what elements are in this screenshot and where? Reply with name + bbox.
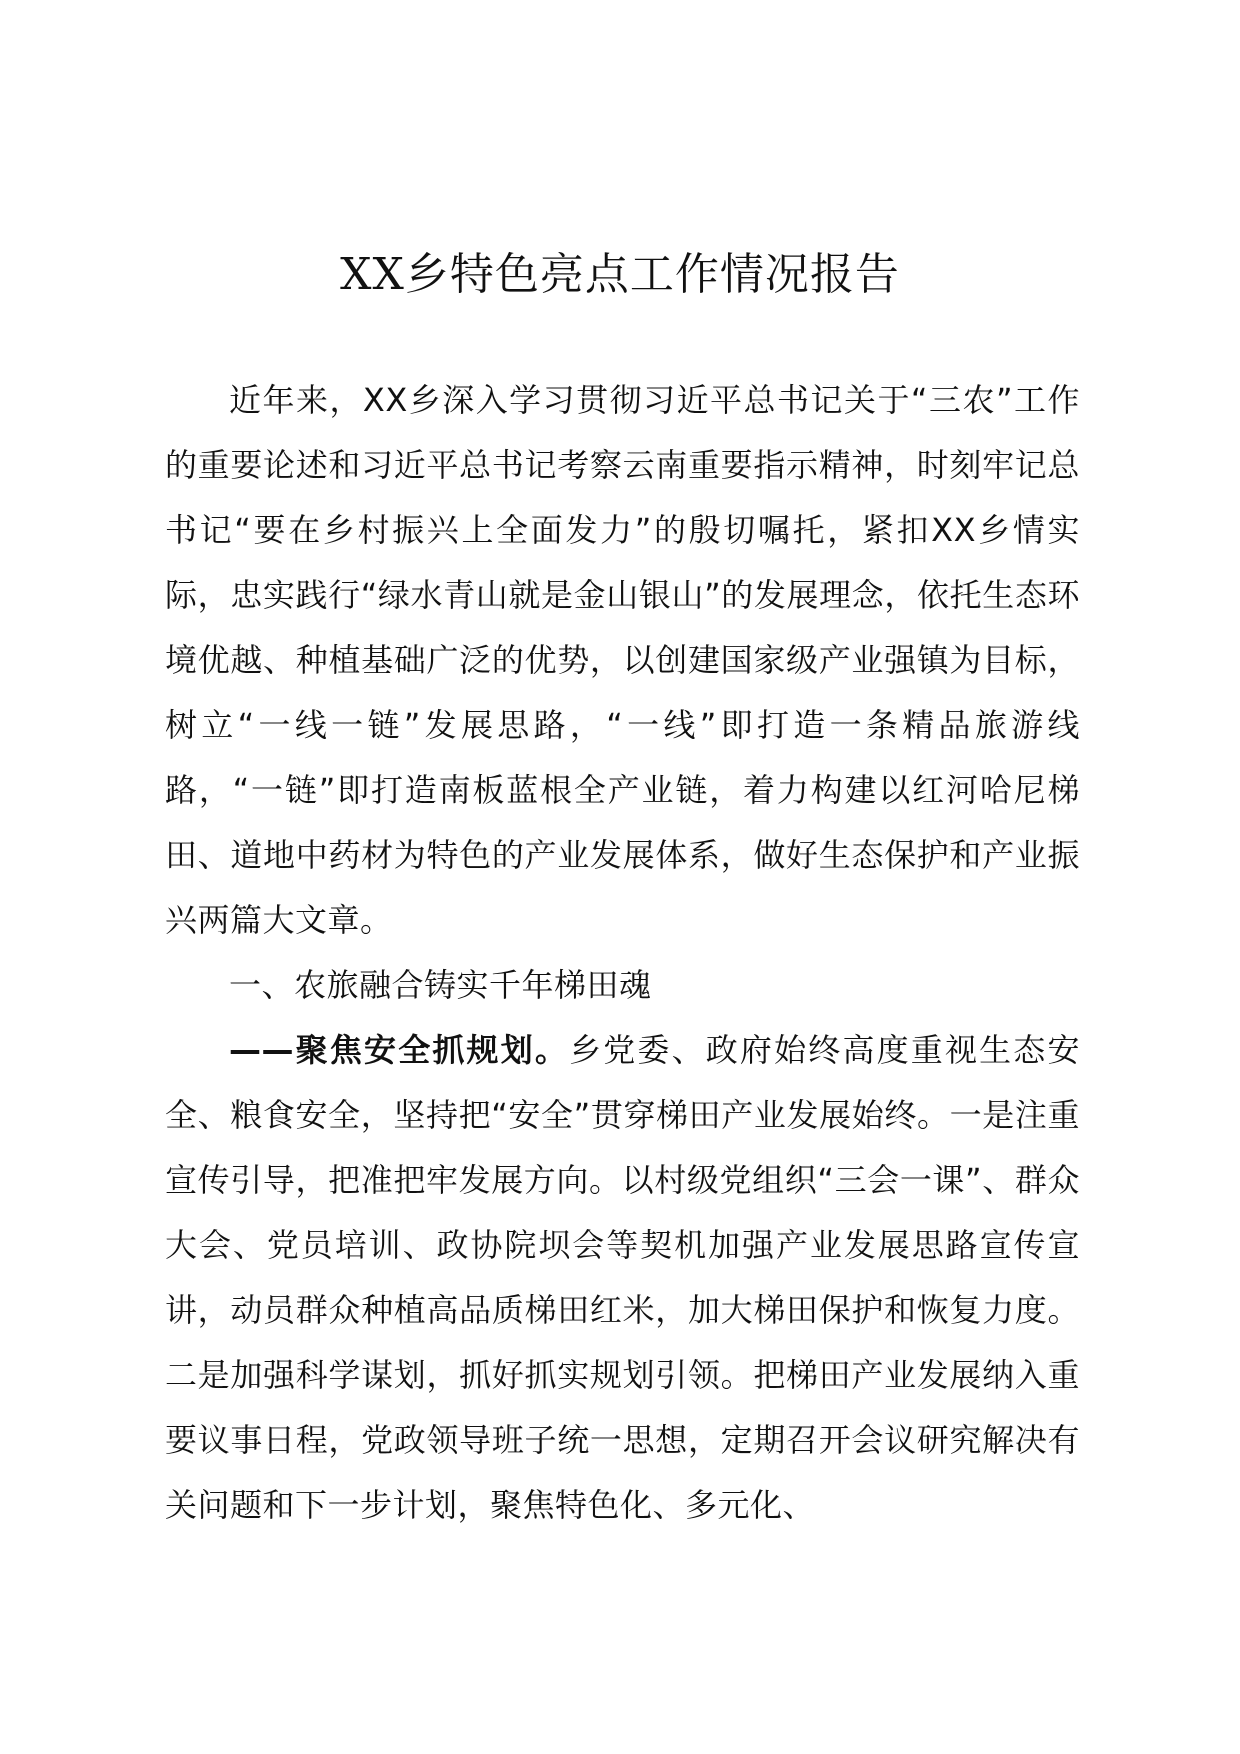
section-1-heading: 一、农旅融合铸实千年梯田魂 [229,966,652,1004]
intro-paragraph: 近年来，XX乡深入学习贯彻习近平总书记关于“三农”工作的重要论述和习近平总书记考察云南重要指示精神，时刻牢记总书记“要在乡村振兴上全面发力”的殷切嘱托，紧扣XX乡情实际，忠实践行“绿水青山就是金山银山”的发展理念，依托生态环境优越、种植基础广泛的优势，以创建国家级产业强镇为目标，树立“一线一链”发展思路，“一线”即打造一条精品旅游线路，“一链”即打造南板蓝根全产业链，着力构建以红河哈尼梯田、道地中药材为特色的产业发展体系，做好生态保护和产业振兴两篇大文章。 [165,381,1080,939]
document-body [165,368,1080,1538]
section-1-paragraph-lead: ——聚焦安全抓规划。 [229,1031,570,1069]
section-1-paragraph [165,1018,1080,1538]
document-title: XX乡特色亮点工作情况报告 [340,249,900,300]
section-1-paragraph-body: 乡党委、政府始终高度重视生态安全、粮食安全，坚持把“安全”贯穿梯田产业发展始终。一是注重宣传引导，把准把牢发展方向。以村级党组织“三会一课”、群众大会、党员培训、政协院坝会等契机加强产业发展思路宣传宣讲，动员群众种植高品质梯田红米，加大梯田保护和恢复力度。二是加强科学谋划，抓好抓实规划引领。把梯田产业发展纳入重要议事日程，党政领导班子统一思想，定期召开会议研究解决有关问题和下一步计划，聚焦特色化、多元化、 [165,1031,1080,1524]
